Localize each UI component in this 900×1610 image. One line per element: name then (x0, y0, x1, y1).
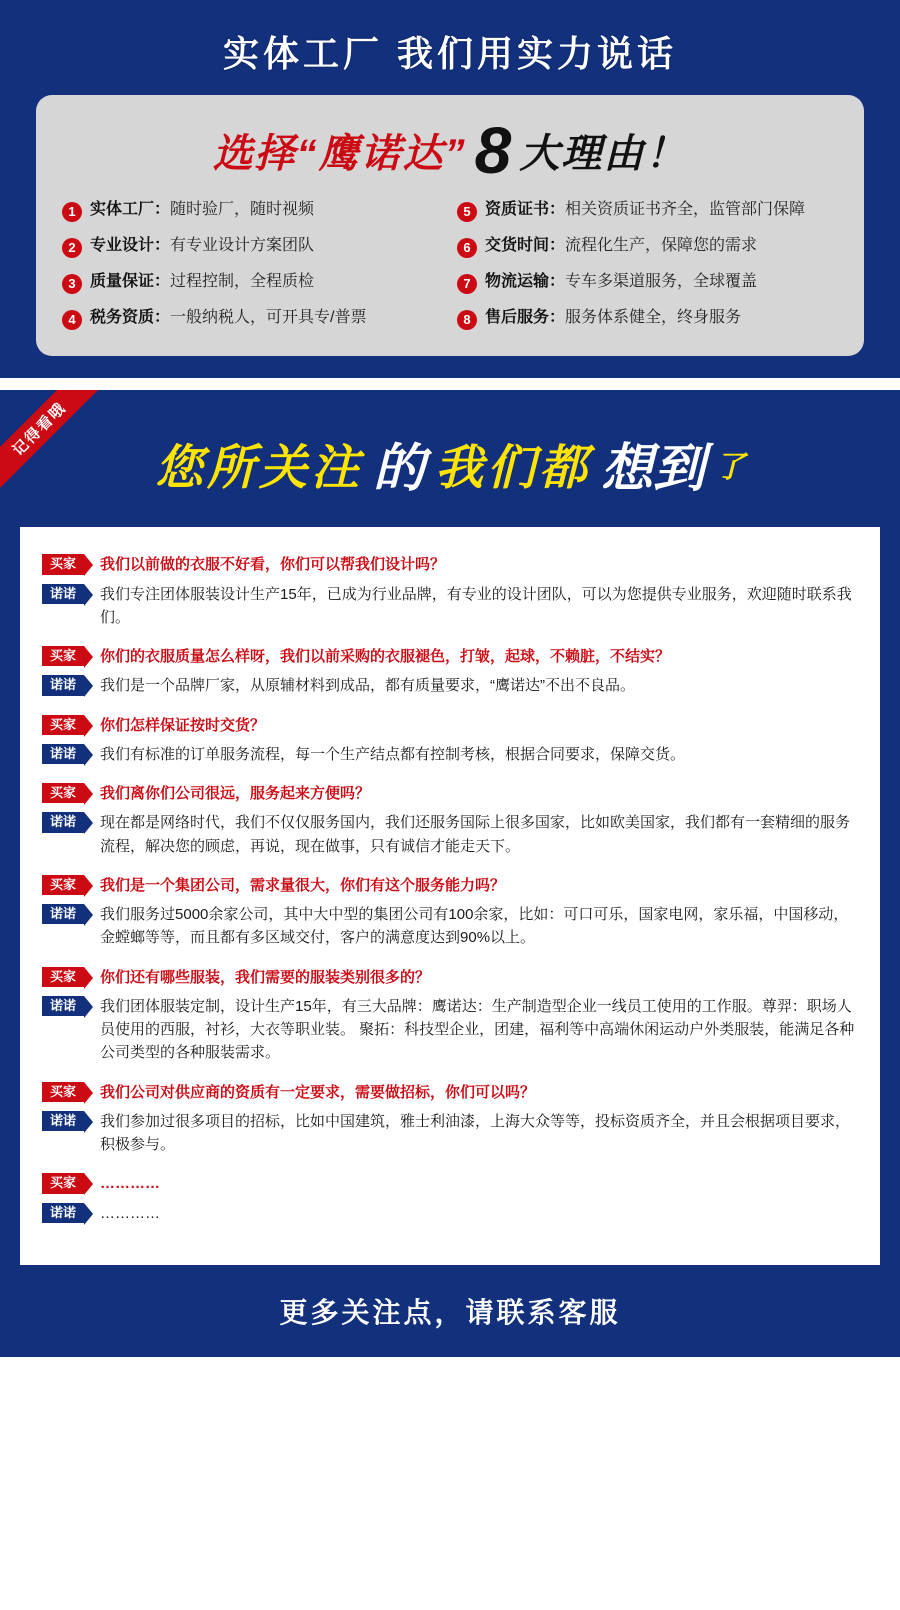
faq-answer-row (42, 583, 858, 630)
faq-title-part3: 我们都 (435, 442, 592, 496)
faq-item (42, 966, 858, 1065)
reason-item (457, 200, 838, 222)
faq-title-part5: 了 (715, 450, 746, 484)
reason-number-badge: 6 (457, 238, 477, 258)
faq-question-text: ………… (100, 1175, 161, 1193)
faq-question-row (42, 714, 858, 737)
faq-question-row (42, 874, 858, 897)
headline-big-number: 8 (474, 113, 512, 187)
faq-answer-text: 我们有标准的订单服务流程，每一个生产结点都有控制考核，根据合同要求，保障交货。 (100, 745, 686, 763)
reason-number-badge: 2 (62, 238, 82, 258)
faq-question-text: 我们以前做的衣服不好看，你们可以帮我们设计吗？ (100, 556, 446, 574)
reply-tag (42, 675, 84, 695)
headline-black-suffix: 大理由！ (519, 132, 688, 177)
faq-question-row (42, 966, 858, 989)
reason-number-badge: 3 (62, 274, 82, 294)
reply-tag-label: 诺诺 (50, 906, 77, 922)
reason-number-badge: 7 (457, 274, 477, 294)
reason-item (62, 308, 443, 330)
factory-strength-section (0, 0, 900, 378)
buyer-tag-label: 买家 (50, 968, 77, 984)
faq-section-title (0, 390, 900, 527)
faq-question-row (42, 553, 858, 576)
faq-question-text: 你们怎样保证按时交货？ (100, 716, 266, 734)
faq-question-text: 你们的衣服质量怎么样呀，我们以前采购的衣服褪色，打皱，起球，不赖脏，不结实？ (100, 648, 671, 666)
reply-tag (42, 744, 84, 764)
buyer-tag (42, 875, 84, 895)
headline-red-prefix: 选择“鹰诺达” (212, 132, 467, 177)
buyer-tag-label: 买家 (50, 1083, 77, 1099)
reason-title: 质量保证： (90, 273, 171, 291)
reason-title: 物流运输： (485, 273, 566, 291)
reason-desc: 一般纳税人，可开具专/普票 (170, 309, 367, 327)
section1-banner-title: 实体工厂 我们用实力说话 (222, 33, 677, 74)
faq-title-part2: 的 (372, 440, 425, 499)
reply-tag-label: 诺诺 (50, 997, 77, 1013)
reply-tag-label: 诺诺 (50, 585, 77, 601)
faq-answer-text: 我们是一个品牌厂家，从原辅材料到成品，都有质量要求，“鹰诺达”不出不良品。 (100, 677, 636, 695)
reason-title: 专业设计： (90, 237, 171, 255)
faq-card (20, 527, 880, 1265)
reason-desc: 相关资质证书齐全，监管部门保障 (565, 201, 806, 219)
faq-answer-text: 我们参加过很多项目的招标，比如中国建筑，雅士利油漆，上海大众等等，投标资质齐全，并且会根据项目要求，积极参与。 (100, 1112, 851, 1154)
reply-tag (42, 812, 84, 832)
reply-tag-label: 诺诺 (50, 1204, 77, 1220)
buyer-tag-label: 买家 (50, 876, 77, 892)
reply-tag-label: 诺诺 (50, 745, 77, 761)
eight-reasons-headline (62, 113, 838, 200)
faq-answer-row (42, 1202, 858, 1225)
faq-question-text: 我们离你们公司很远，服务起来方便吗？ (100, 785, 371, 803)
faq-question-row (42, 1081, 858, 1104)
buyer-tag-label: 买家 (50, 716, 77, 732)
buyer-tag-label: 买家 (50, 1175, 77, 1191)
reason-item (457, 236, 838, 258)
faq-answer-row (42, 674, 858, 697)
reply-tag (42, 904, 84, 924)
reason-title: 税务资质： (90, 309, 171, 327)
faq-item (42, 645, 858, 698)
faq-title-part1: 您所关注 (154, 442, 363, 496)
reason-item (62, 200, 443, 222)
faq-question-row (42, 645, 858, 668)
buyer-tag (42, 715, 84, 735)
reason-item (457, 308, 838, 330)
faq-item (42, 782, 858, 858)
reason-desc: 随时验厂，随时视频 (170, 201, 315, 219)
reason-number-badge: 5 (457, 202, 477, 222)
reply-tag-label: 诺诺 (50, 1112, 77, 1128)
faq-answer-row (42, 903, 858, 950)
buyer-tag-label: 买家 (50, 556, 77, 572)
reply-tag-label: 诺诺 (50, 677, 77, 693)
buyer-tag-label: 买家 (50, 785, 77, 801)
reason-number-badge: 4 (62, 310, 82, 330)
buyer-tag-label: 买家 (50, 648, 77, 664)
faq-title-part4: 想到 (601, 440, 706, 499)
faq-footer-text: 更多关注点，请联系客服 (279, 1296, 621, 1328)
reply-tag (42, 996, 84, 1016)
reason-title: 资质证书： (485, 201, 566, 219)
eight-reasons-card (36, 95, 864, 356)
faq-question-text: 我们是一个集团公司，需求量很大，你们有这个服务能力吗？ (100, 876, 506, 894)
reason-number-badge: 1 (62, 202, 82, 222)
faq-answer-text: ………… (100, 1204, 161, 1222)
faq-question-text: 你们还有哪些服装，我们需要的服装类别很多的？ (100, 968, 431, 986)
reason-number-badge: 8 (457, 310, 477, 330)
faq-item (42, 1081, 858, 1157)
faq-answer-row (42, 995, 858, 1065)
faq-item (42, 553, 858, 629)
faq-question-row (42, 1172, 858, 1195)
buyer-tag (42, 967, 84, 987)
buyer-tag (42, 1173, 84, 1193)
faq-answer-row (42, 743, 858, 766)
reason-item (62, 272, 443, 294)
faq-section (0, 390, 900, 1357)
section-divider (0, 378, 900, 390)
corner-ribbon-label: 记得看哦 (0, 390, 102, 492)
faq-answer-text: 我们团体服装定制，设计生产15年，有三大品牌：鹰诺达：生产制造型企业一线员工使用的工作服。尊羿：职场人员使用的西服，衬衫，大衣等职业装。 聚拓：科技型企业，团建，福利等中高端休闲运动户外类服装，能满足各种公司类型的各种服装需求。 (100, 997, 855, 1062)
reasons-grid (62, 200, 838, 330)
faq-question-row (42, 782, 858, 805)
reason-desc: 有专业设计方案团队 (170, 237, 315, 255)
reply-tag (42, 584, 84, 604)
reason-title: 交货时间： (485, 237, 566, 255)
reply-tag (42, 1111, 84, 1131)
reason-item (62, 236, 443, 258)
faq-answer-text: 现在都是网络时代，我们不仅仅服务国内，我们还服务国际上很多国家，比如欧美国家，我们都有一套精细的服务流程，解决您的顾虑，再说，现在做事，只有诚信才能走天下。 (100, 814, 851, 855)
reason-title: 售后服务： (485, 309, 566, 327)
reason-desc: 专车多渠道服务，全球覆盖 (565, 273, 758, 291)
faq-answer-text: 我们专注团体服装设计生产15年，已成为行业品牌，有专业的设计团队，可以为您提供专业服务，欢迎随时联系我们。 (100, 585, 852, 626)
faq-question-text: 我们公司对供应商的资质有一定要求，需要做招标，你们可以吗？ (100, 1083, 536, 1101)
reply-tag (42, 1203, 84, 1223)
reply-tag-label: 诺诺 (50, 814, 77, 830)
reason-item (457, 272, 838, 294)
reason-desc: 服务体系健全，终身服务 (565, 309, 742, 327)
faq-item (42, 874, 858, 950)
buyer-tag (42, 1082, 84, 1102)
reason-desc: 流程化生产，保障您的需求 (565, 237, 758, 255)
faq-answer-row (42, 811, 858, 858)
faq-item (42, 1172, 858, 1225)
buyer-tag (42, 554, 84, 574)
buyer-tag (42, 783, 84, 803)
faq-item (42, 714, 858, 767)
faq-answer-row (42, 1110, 858, 1157)
buyer-tag (42, 646, 84, 666)
reason-desc: 过程控制，全程质检 (170, 273, 315, 291)
reason-title: 实体工厂： (90, 201, 171, 219)
faq-answer-text: 我们服务过5000余家公司，其中大中型的集团公司有100余家，比如：可口可乐，国家电网，家乐福，中国移动，金螳螂等等，而且都有多区域交付，客户的满意度达到90%以上。 (100, 906, 849, 947)
